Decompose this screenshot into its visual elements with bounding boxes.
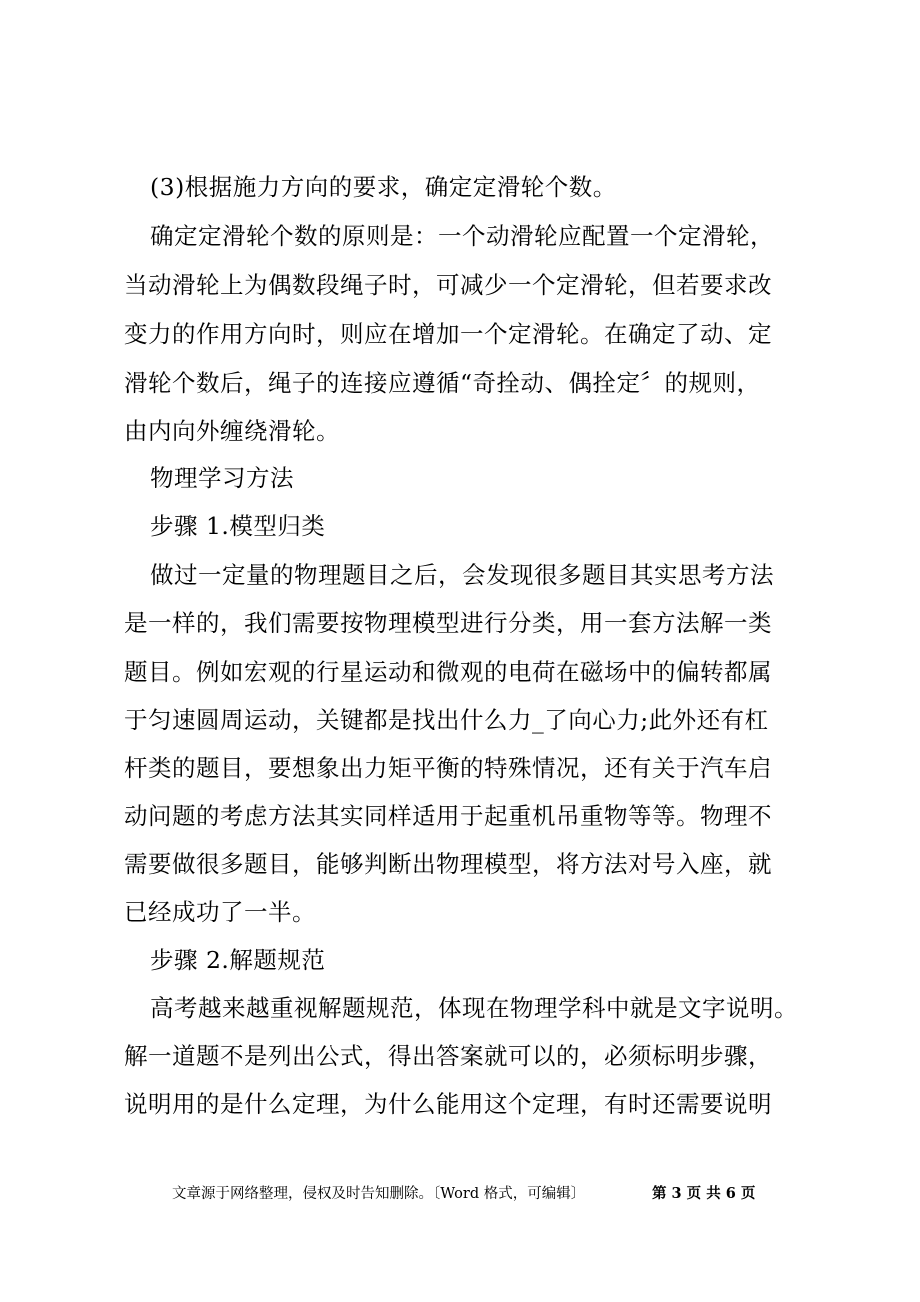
step-heading: 步骤 2.解题规范 [150,946,326,974]
body-line: 确定定滑轮个数的原则是：一个动滑轮应配置一个定滑轮， [150,222,774,250]
body-line: 由内向外缠绕滑轮。 [124,417,340,445]
body-line: 变力的作用方向时，则应在增加一个定滑轮。在确定了动、定 [124,320,772,348]
body-line: 杆类的题目，要想象出力矩平衡的特殊情况，还有关于汽车启 [124,754,772,782]
body-line: 做过一定量的物理题目之后，会发现很多题目其实思考方法 [150,561,774,589]
step-heading: 步骤 1.模型归类 [150,512,326,540]
body-line: 于匀速圆周运动，关键都是找出什么力_了向心力;此外还有杠 [124,706,769,734]
body-line: 解一道题不是列出公式，得出答案就可以的，必须标明步骤， [124,1042,772,1070]
body-line: 题目。例如宏观的行星运动和微观的电荷在磁场中的偏转都属 [124,658,772,686]
body-line: 需要做很多题目，能够判断出物理模型，将方法对号入座，就 [124,850,772,878]
page-number: 第 3 页 共 6 页 [652,1185,756,1202]
body-line: 已经成功了一半。 [124,898,316,926]
section-heading: 物理学习方法 [150,464,294,492]
footer-note: 文章源于网络整理，侵权及时告知删除。〔Word 格式，可编辑〕 [172,1186,586,1202]
body-line: 动问题的考虑方法其实同样适用于起重机吊重物等等。物理不 [124,802,772,830]
body-line: 滑轮个数后，绳子的连接应遵循“奇拴动、偶拴定〞的规则， [124,369,761,397]
body-line: (3)根据施力方向的要求，确定定滑轮个数。 [150,173,617,201]
body-line: 高考越来越重视解题规范，体现在物理学科中就是文字说明。 [150,994,798,1022]
body-line: 当动滑轮上为偶数段绳子时，可减少一个定滑轮，但若要求改 [124,271,772,299]
body-line: 说明用的是什么定理，为什么能用这个定理，有时还需要说明 [124,1090,772,1118]
body-line: 是一样的，我们需要按物理模型进行分类，用一套方法解一类 [124,609,772,637]
